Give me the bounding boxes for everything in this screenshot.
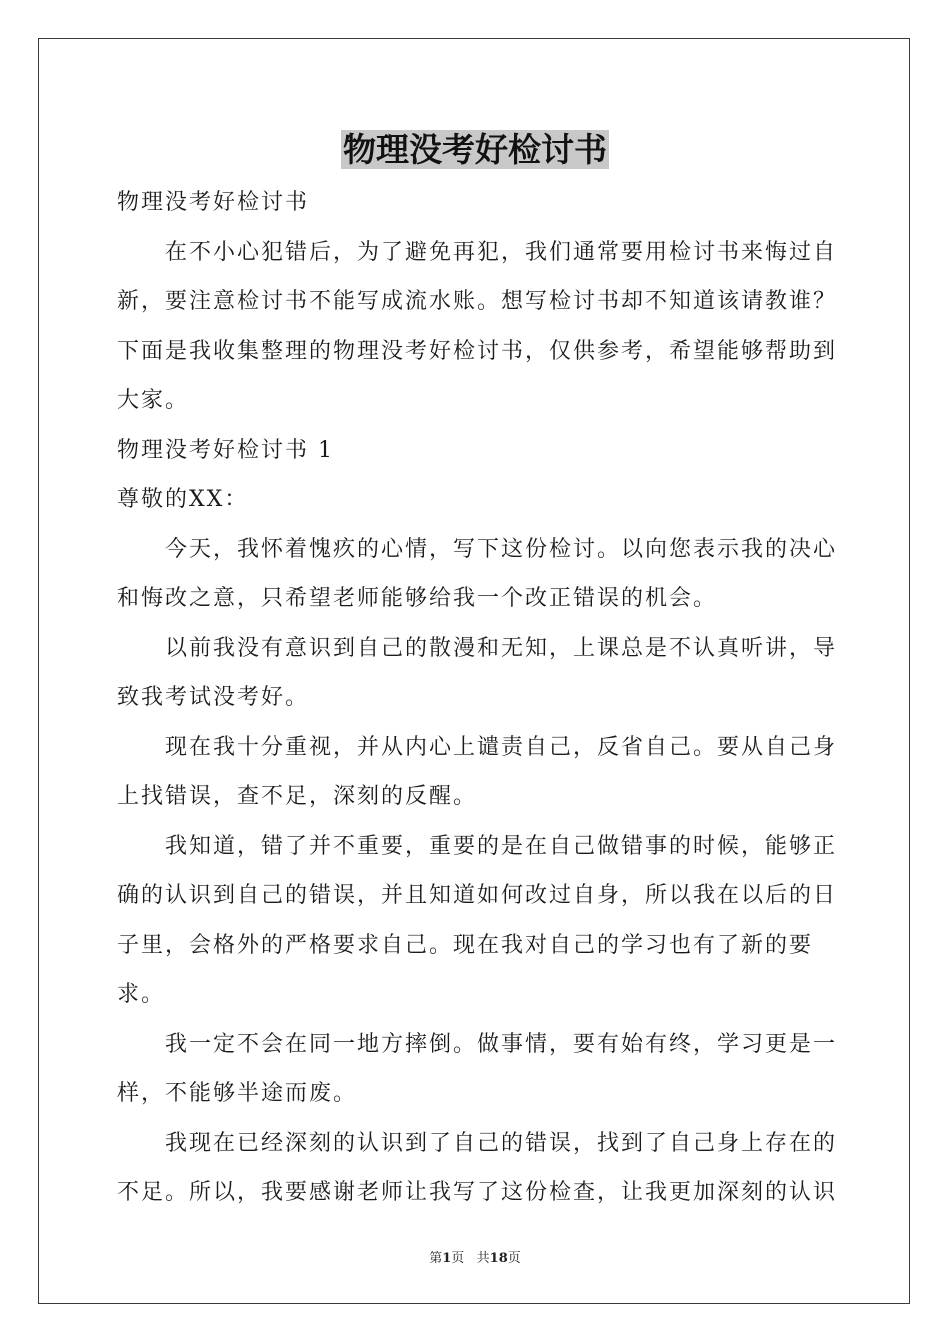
document-body — [117, 178, 839, 1218]
footer-page-total: 18 — [489, 1251, 508, 1266]
page-footer — [0, 1247, 950, 1266]
footer-page-suffix: 页 — [507, 1251, 521, 1266]
document-title — [0, 128, 950, 172]
paragraph: 物理没考好检讨书 — [117, 190, 310, 215]
paragraph: 在不小心犯错后，为了避免再犯，我们通常要用检讨书来悔过自新，要注意检讨书不能写成流水账。想写检讨书却不知道该请教谁？下面是我收集整理的物理没考好检讨书，仅供参考，希望能够帮助到大家。 — [117, 239, 838, 413]
salutation: 尊敬的XX： — [117, 487, 249, 512]
section-heading: 物理没考好检讨书 1 — [117, 437, 334, 463]
paragraph: 我现在已经深刻的认识到了自己的错误，找到了自己身上存在的不足。所以，我要感谢老师让我写了这份检查，让我更加深刻的认识 — [117, 1130, 838, 1205]
paragraph: 现在我十分重视，并从内心上谴责自己，反省自己。要从自己身上找错误，查不足，深刻的反醒。 — [117, 734, 838, 809]
paragraph: 今天，我怀着愧疚的心情，写下这份检讨。以向您表示我的决心和悔改之意，只希望老师能够给我一个改正错误的机会。 — [117, 536, 838, 611]
footer-page-mid: 页 共 — [451, 1251, 490, 1266]
footer-page-prefix: 第 — [429, 1251, 443, 1266]
document-title-text: 物理没考好检讨书 — [343, 130, 607, 169]
footer-page-current: 1 — [442, 1251, 452, 1266]
paragraph: 以前我没有意识到自己的散漫和无知，上课总是不认真听讲，导致我考试没考好。 — [117, 635, 838, 710]
paragraph: 我知道，错了并不重要，重要的是在自己做错事的时候，能够正确的认识到自己的错误，并且知道如何改过自身，所以我在以后的日子里，会格外的严格要求自己。现在我对自己的学习也有了新的要求。 — [117, 833, 838, 1007]
paragraph: 我一定不会在同一地方摔倒。做事情，要有始有终，学习更是一样，不能够半途而废。 — [117, 1031, 838, 1106]
